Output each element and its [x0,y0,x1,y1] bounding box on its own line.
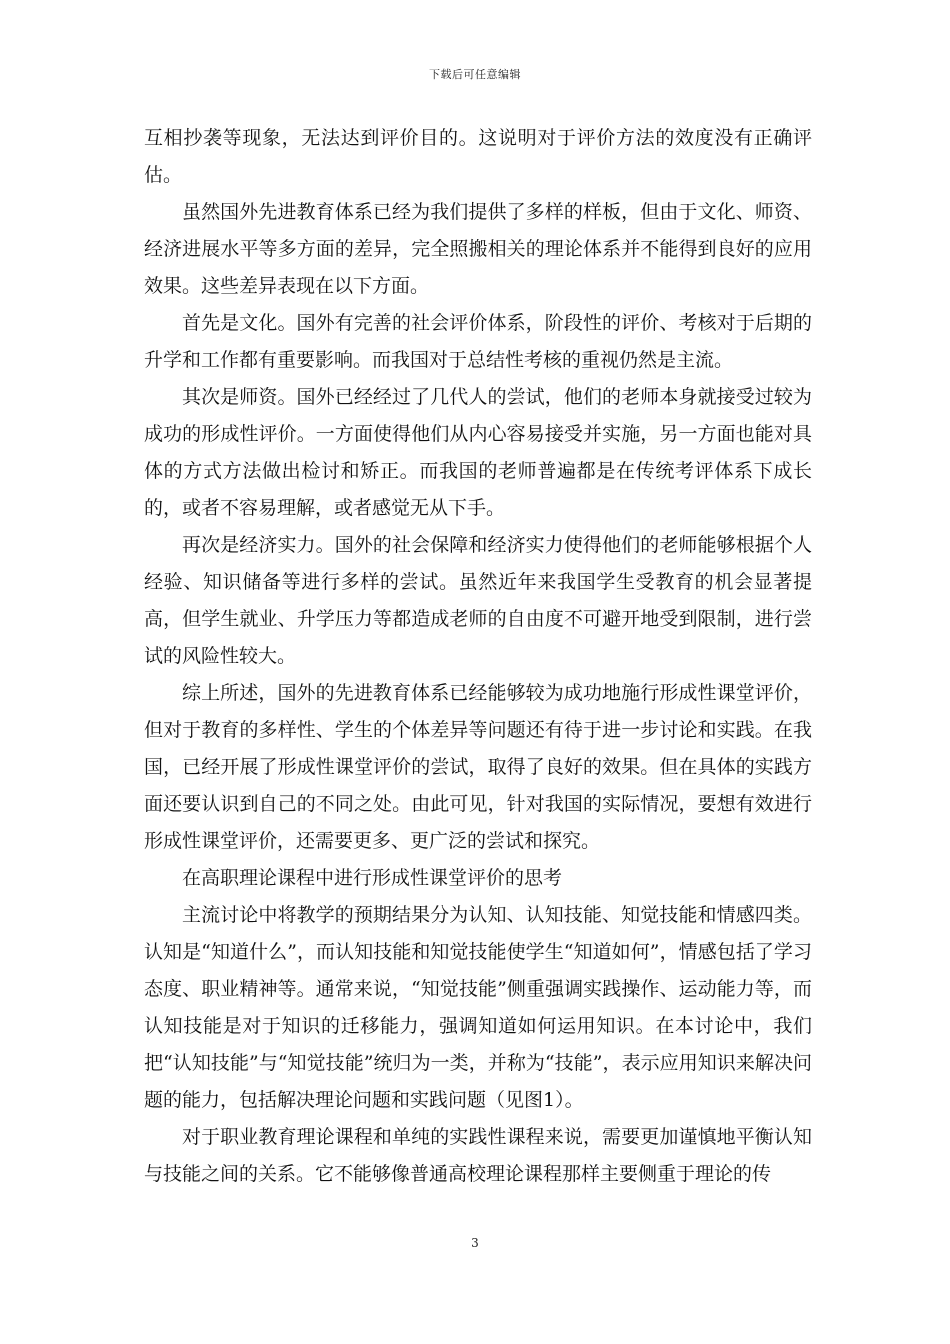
paragraph: 其次是师资。国外已经经过了几代人的尝试，他们的老师本身就接受过较为成功的形成性评价。一方面使得他们从内心容易接受并实施，另一方面也能对具体的方式方法做出检讨和矫正。而我国的老师普遍都是在传统考评体系下成长的，或者不容易理解，或者感觉无从下手。 [144,386,812,519]
paragraph: 互相抄袭等现象，无法达到评价目的。这说明对于评价方法的效度没有正确评估。 [144,127,812,186]
page-header: 下载后可任意编辑 [429,68,521,81]
document-body [144,120,812,1193]
paragraph: 综上所述，国外的先进教育体系已经能够较为成功地施行形成性课堂评价，但对于教育的多样性、学生的个体差异等问题还有待于进一步讨论和实践。在我国，已经开展了形成性课堂评价的尝试，取得了良好的效果。但在具体的实践方面还要认识到自己的不同之处。由此可见，针对我国的实际情况，要想有效进行形成性课堂评价，还需要更多、更广泛的尝试和探究。 [144,682,812,852]
paragraph: 对于职业教育理论课程和单纯的实践性课程来说，需要更加谨慎地平衡认知与技能之间的关系。它不能够像普通高校理论课程那样主要侧重于理论的传 [144,1126,812,1185]
paragraph: 再次是经济实力。国外的社会保障和经济实力使得他们的老师能够根据个人经验、知识储备等进行多样的尝试。虽然近年来我国学生受教育的机会显著提高，但学生就业、升学压力等都造成老师的自由度不可避开地受到限制，进行尝试的风险性较大。 [144,534,812,667]
paragraph: 主流讨论中将教学的预期结果分为认知、认知技能、知觉技能和情感四类。认知是“知道什么”，而认知技能和知觉技能使学生“知道如何”，情感包括了学习态度、职业精神等。通常来说，“知觉技能”侧重强调实践操作、运动能力等，而认知技能是对于知识的迁移能力，强调知道如何运用知识。在本讨论中，我们把“认知技能”与“知觉技能”统归为一类，并称为“技能”，表示应用知识来解决问题的能力，包括解决理论问题和实践问题（见图1）。 [144,904,812,1111]
section-heading: 在高职理论课程中进行形成性课堂评价的思考 [182,867,563,889]
paragraph: 虽然国外先进教育体系已经为我们提供了多样的样板，但由于文化、师资、经济进展水平等多方面的差异，完全照搬相关的理论体系并不能得到良好的应用效果。这些差异表现在以下方面。 [144,201,812,297]
page-number: 3 [471,1236,479,1250]
paragraph: 首先是文化。国外有完善的社会评价体系，阶段性的评价、考核对于后期的升学和工作都有重要影响。而我国对于总结性考核的重视仍然是主流。 [144,312,812,371]
